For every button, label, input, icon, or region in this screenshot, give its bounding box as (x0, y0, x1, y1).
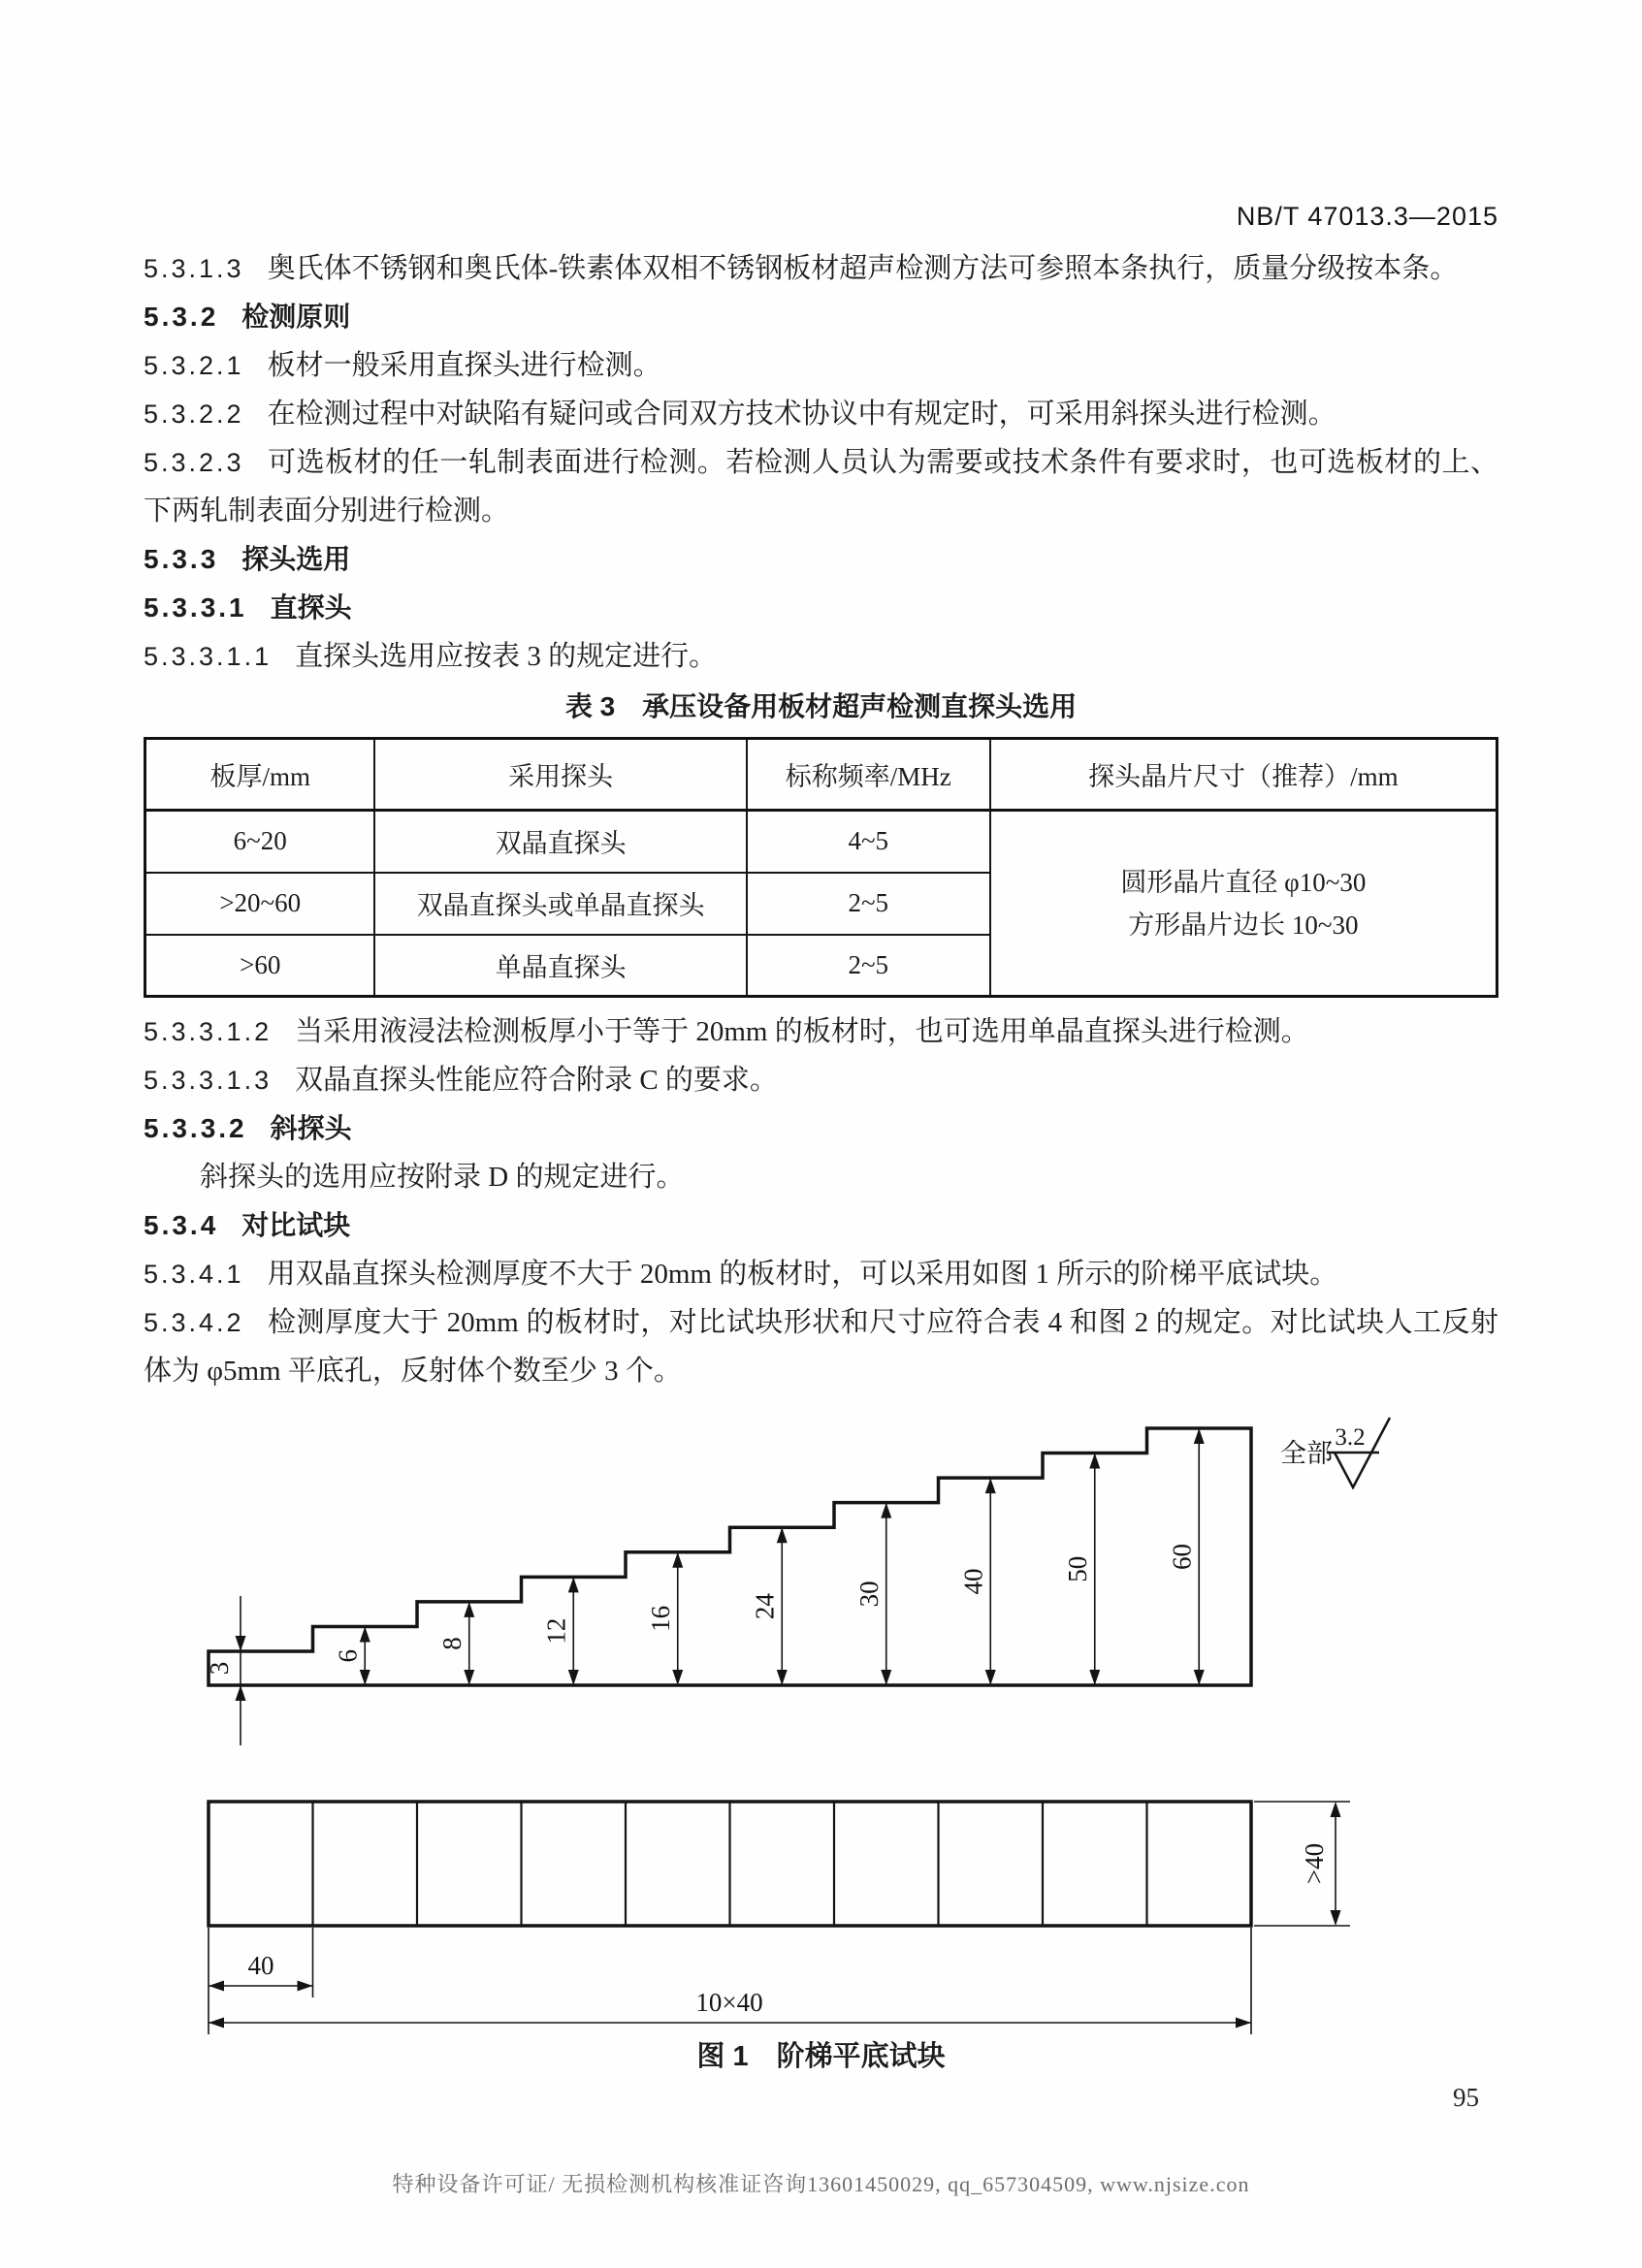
clause-paragraph (144, 438, 1498, 535)
clause-paragraph (144, 244, 1498, 293)
clause-number: 5.3.2 (144, 302, 219, 332)
probe-selection-table (144, 737, 1498, 998)
table-row (145, 811, 1497, 873)
clause-text: 检测原则 (241, 302, 351, 332)
clause-text: 检测厚度大于 20mm 的板材时，对比试块形状和尺寸应符合表 4 和图 2 的规定。对比试块人工反射体为 φ5mm 平底孔，反射体个数至少 3 个。 (144, 1307, 1498, 1387)
clause-number: 5.3.2.2 (144, 399, 244, 429)
clause-text: 直探头选用应按表 3 的规定进行。 (295, 641, 718, 672)
cell-width-dimension-label: 40 (247, 1951, 274, 1980)
clause-number: 5.3.4 (144, 1210, 219, 1240)
roughness-tail (1371, 1418, 1390, 1453)
clause-number: 5.3.3.1.2 (144, 1017, 273, 1046)
clause-paragraph (144, 1007, 1498, 1056)
clause-text: 斜探头的选用应按附录 D 的规定进行。 (200, 1162, 685, 1193)
clause-number: 5.3.1.3 (144, 254, 244, 283)
figure-caption: 图 1 阶梯平底试块 (696, 2041, 946, 2072)
total-length-dimension-label: 10×40 (695, 1988, 763, 2017)
clause-number: 5.3.3.1 (144, 592, 247, 623)
clause-text: 斜探头 (270, 1113, 352, 1143)
clause-heading (144, 1201, 1498, 1250)
step-dimension-label: 16 (645, 1605, 675, 1632)
table-column-header: 标称频率/MHz (747, 739, 990, 811)
total-length-dimension (209, 1928, 1251, 2034)
surface-note-label: 全部 (1280, 1439, 1333, 1468)
table-column-header: 采用探头 (374, 739, 746, 811)
clause-heading (144, 293, 1498, 341)
clause-paragraph (144, 1298, 1498, 1395)
clause-number: 5.3.4.1 (144, 1260, 244, 1289)
clause-number: 5.3.4.2 (144, 1308, 244, 1337)
roughness-check (1335, 1453, 1371, 1487)
clause-number: 5.3.2.1 (144, 351, 244, 380)
height-dimension (1254, 1802, 1350, 1926)
plan-view-drawing (126, 1792, 1552, 2044)
table-cell: 双晶直探头或单晶直探头 (374, 873, 746, 935)
table-cell: 4~5 (747, 811, 990, 873)
clause-number: 5.3.3.1.3 (144, 1066, 273, 1095)
table-cell: 2~5 (747, 873, 990, 935)
body-content (144, 244, 1498, 1395)
clause-heading (144, 1104, 1498, 1153)
table-cell: 6~20 (145, 811, 375, 873)
watermark-text: 特种设备许可证/ 无损检测机构核准证咨询13601450029, qq_657304509, www.njsize.con (392, 2172, 1250, 2196)
step-dimension-label: 8 (436, 1637, 467, 1650)
table-header-row (145, 739, 1497, 811)
chip-size-merged-cell (990, 811, 1497, 997)
clause-text: 直探头 (270, 592, 352, 623)
height-dimension-label: >40 (1300, 1842, 1330, 1885)
clause-text: 探头选用 (241, 544, 351, 574)
table-cell: >60 (145, 935, 375, 997)
clause-paragraph (144, 1153, 1498, 1201)
clause-heading (144, 535, 1498, 584)
clause-number: 5.3.3.1.1 (144, 642, 273, 671)
step-dimension-label: 50 (1062, 1555, 1092, 1582)
step-dimension-label: 12 (541, 1617, 571, 1645)
clause-paragraph (144, 390, 1498, 438)
clause-heading (144, 584, 1498, 632)
table-cell: 2~5 (747, 935, 990, 997)
surface-finish-mark (1280, 1418, 1390, 1487)
clause-number: 5.3.3.2 (144, 1113, 247, 1143)
table-column-header: 板厚/mm (145, 739, 375, 811)
clause-paragraph (144, 632, 1498, 681)
table-cell: 双晶直探头 (374, 811, 746, 873)
step-dimension-label: 24 (750, 1593, 780, 1620)
step-wedge-drawing (126, 1404, 1552, 1763)
clause-paragraph (144, 1056, 1498, 1104)
step-dimension-label: 6 (333, 1648, 363, 1663)
standard-number: NB/T 47013.3—2015 (1236, 202, 1498, 231)
step-block-plan-view (126, 1792, 1552, 2049)
step-dimension-label: 40 (958, 1568, 988, 1595)
chip-size-line: 方形晶片边长 10~30 (1128, 910, 1359, 940)
table-cell: >20~60 (145, 873, 375, 935)
clause-text: 奥氏体不锈钢和奥氏体-铁素体双相不锈钢板材超声检测方法可参照本条执行，质量分级按本条。 (267, 253, 1459, 284)
clause-text: 对比试块 (241, 1210, 351, 1240)
step-dimension-label: 60 (1167, 1544, 1197, 1570)
step-dimension-label: 30 (853, 1581, 884, 1608)
roughness-value-label: 3.2 (1335, 1424, 1366, 1451)
table-title: 表 3 承压设备用板材超声检测直探头选用 (564, 691, 1078, 721)
cell-width-dimension (209, 1928, 313, 2034)
clause-number: 5.3.2.3 (144, 448, 244, 477)
chip-size-line: 圆形晶片直径 φ10~30 (1120, 867, 1367, 897)
clause-paragraph (144, 341, 1498, 390)
clause-text: 在检测过程中对缺陷有疑问或合同双方技术协议中有规定时，可采用斜探头进行检测。 (267, 399, 1336, 430)
clauses-top (144, 244, 1498, 681)
clause-text: 当采用液浸法检测板厚小于等于 20mm 的板材时，也可选用单晶直探头进行检测。 (295, 1016, 1309, 1047)
table-column-header: 探头晶片尺寸（推荐）/mm (990, 739, 1497, 811)
step-block-side-view (126, 1404, 1552, 1768)
page-number: 95 (1453, 2083, 1479, 2112)
clause-text: 板材一般采用直探头进行检测。 (267, 350, 661, 381)
clause-text: 用双晶直探头检测厚度不大于 20mm 的板材时，可以采用如图 1 所示的阶梯平底试块。 (267, 1259, 1338, 1290)
table-cell: 单晶直探头 (374, 935, 746, 997)
clause-number: 5.3.3 (144, 544, 219, 574)
clause-text: 双晶直探头性能应符合附录 C 的要求。 (295, 1065, 778, 1096)
table-body (145, 811, 1497, 997)
clauses-bottom (144, 1007, 1498, 1395)
clause-text: 可选板材的任一轧制表面进行检测。若检测人员认为需要或技术条件有要求时，也可选板材的上、下两轧制表面分别进行检测。 (144, 447, 1498, 527)
step-dimension-label: 3 (205, 1661, 235, 1676)
clause-paragraph (144, 1250, 1498, 1298)
